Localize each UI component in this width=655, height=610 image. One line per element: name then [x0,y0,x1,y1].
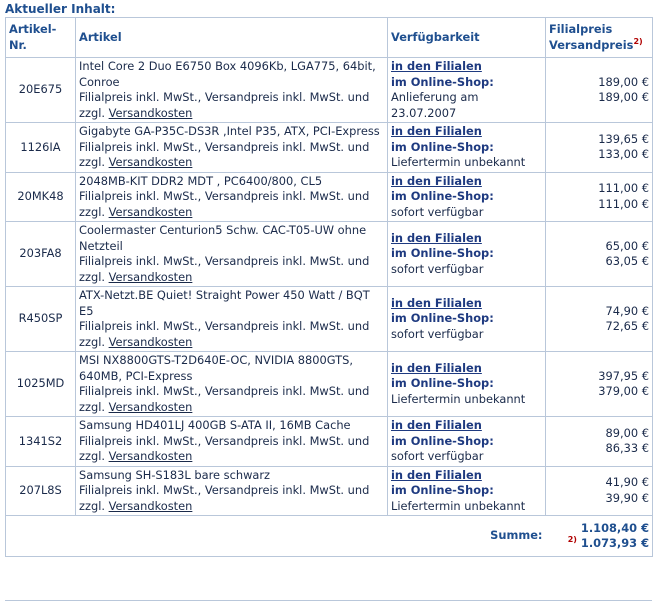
online-status: Liefertermin unbekannt [391,391,526,406]
shipping-costs-link[interactable]: Versandkosten [108,105,193,120]
header-availability: Verfügbarkeit [388,18,546,58]
store-availability-link[interactable]: in den Filialen [391,230,482,245]
online-shop-label: im Online-Shop: [391,246,494,261]
table-row [6,287,653,352]
store-availability-link[interactable]: in den Filialen [391,295,482,310]
sku-cell: 20MK48 [6,172,76,222]
table-row [6,222,653,287]
table-row [6,417,653,467]
article-name: Intel Core 2 Duo E6750 Box 4096Kb, LGA775, 64bit, Conroe [79,59,376,89]
article-price-note: Filialpreis inkl. MwSt., Versandpreis inkl. MwSt. und zzgl. [79,319,370,349]
ship-price: 133,00 € [598,147,649,162]
table-row [6,352,653,417]
article-name: Gigabyte GA-P35C-DS3R ,Intel P35, ATX, PCI-Express [79,124,380,138]
ship-price: 72,65 € [605,319,649,333]
store-price: 41,90 € [605,475,649,490]
store-price: 397,95 € [598,368,649,383]
sku-cell: 203FA8 [6,222,76,287]
summary-ship-total: 1.073,93 € [580,536,649,550]
header-sku: Artikel-Nr. [6,18,76,58]
availability-cell [388,123,546,173]
availability-cell [388,58,546,123]
price-cell [546,287,653,352]
summary-values [546,516,653,557]
article-price-note: Filialpreis inkl. MwSt., Versandpreis inkl. MwSt. und zzgl. [79,483,370,513]
price-cell [546,58,653,123]
article-price-note: Filialpreis inkl. MwSt., Versandpreis inkl. MwSt. und zzgl. [79,384,370,414]
price-cell [546,417,653,467]
summary-store-total: 1.108,40 € [580,520,649,535]
article-cell [76,123,388,173]
article-cell [76,417,388,467]
article-price-note: Filialpreis inkl. MwSt., Versandpreis inkl. MwSt. und zzgl. [79,189,370,219]
article-name: Samsung SH-S183L bare schwarz [79,467,271,482]
price-cell [546,123,653,173]
ship-price: 111,00 € [598,196,649,211]
price-cell [546,466,653,516]
summary-label: Summe: [6,516,546,557]
store-price: 74,90 € [605,303,649,318]
availability-cell [388,352,546,417]
online-shop-label: im Online-Shop: [391,483,494,497]
ship-price: 63,05 € [605,254,649,268]
store-availability-link[interactable]: in den Filialen [391,418,482,432]
article-name: ATX-Netzt.BE Quiet! Straight Power 450 Watt / BQT E5 [79,288,370,318]
online-shop-label: im Online-Shop: [391,433,494,448]
store-price: 111,00 € [598,181,649,196]
cart-table [5,17,653,557]
ship-price: 379,00 € [598,384,649,398]
price-cell [546,172,653,222]
table-row [6,58,653,123]
ship-price: 39,90 € [605,490,649,505]
store-price: 139,65 € [598,131,649,146]
online-status: sofort verfügbar [391,326,484,341]
article-name: 2048MB-KIT DDR2 MDT , PC6400/800, CL5 [79,173,323,188]
bottom-divider [5,600,652,607]
shipping-costs-link[interactable]: Versandkosten [108,399,193,414]
sku-cell: 1126IA [6,123,76,173]
online-status: sofort verfügbar [391,204,484,219]
price-cell [546,352,653,417]
online-status: Anlieferung am 23.07.2007 [391,90,479,120]
online-shop-label: im Online-Shop: [391,311,494,326]
shipping-costs-link[interactable]: Versandkosten [108,334,193,349]
summary-row [6,516,653,557]
header-price-note: 2) [633,36,643,46]
article-name: MSI NX8800GTS-T2D640E-OC, NVIDIA 8800GTS, 640MB, PCI-Express [79,353,353,383]
header-article: Artikel [76,18,388,58]
table-row [6,466,653,516]
sku-cell: R450SP [6,287,76,352]
store-availability-link[interactable]: in den Filialen [391,124,482,138]
shipping-costs-link[interactable]: Versandkosten [108,498,193,513]
sku-cell: 1025MD [6,352,76,417]
shipping-costs-link[interactable]: Versandkosten [108,155,193,169]
article-cell [76,466,388,516]
table-row [6,172,653,222]
summary-ship-total-wrap [549,536,650,552]
shipping-costs-link[interactable]: Versandkosten [108,204,193,219]
online-shop-label: im Online-Shop: [391,189,494,203]
online-shop-label: im Online-Shop: [391,376,494,391]
availability-cell [388,287,546,352]
store-availability-link[interactable]: in den Filialen [391,59,482,73]
sku-cell: 207L8S [6,466,76,516]
availability-cell [388,466,546,516]
shipping-costs-link[interactable]: Versandkosten [108,269,193,284]
article-price-note: Filialpreis inkl. MwSt., Versandpreis inkl. MwSt. und zzgl. [79,90,370,120]
store-availability-link[interactable]: in den Filialen [391,360,482,375]
availability-cell [388,172,546,222]
online-status: sofort verfügbar [391,261,484,276]
online-shop-label: im Online-Shop: [391,139,494,154]
store-price: 89,00 € [605,425,649,440]
sku-cell: 20E675 [6,58,76,123]
shipping-costs-link[interactable]: Versandkosten [108,449,193,463]
online-shop-label: im Online-Shop: [391,74,494,89]
article-cell [76,58,388,123]
header-price [546,18,653,58]
header-ship-price: Versandpreis [549,37,634,52]
store-price: 189,00 € [598,74,649,89]
article-cell [76,352,388,417]
header-store-price: Filialpreis [549,22,613,36]
article-cell [76,222,388,287]
table-header-row [6,18,653,58]
table-row [6,123,653,173]
article-price-note: Filialpreis inkl. MwSt., Versandpreis inkl. MwSt. und zzgl. [79,254,370,284]
article-name: Samsung HD401LJ 400GB S-ATA II, 16MB Cache [79,418,351,432]
article-cell [76,287,388,352]
article-cell [76,172,388,222]
availability-cell [388,222,546,287]
sku-cell: 1341S2 [6,417,76,467]
article-price-note: Filialpreis inkl. MwSt., Versandpreis inkl. MwSt. und zzgl. [79,433,370,463]
section-title: Aktueller Inhalt: [5,2,116,16]
online-status: Liefertermin unbekannt [391,155,526,169]
summary-ship-note: 2) [567,535,577,545]
header-ship-price-wrap [549,38,649,54]
online-status: Liefertermin unbekannt [391,498,526,513]
availability-cell [388,417,546,467]
store-availability-link[interactable]: in den Filialen [391,173,482,188]
price-cell [546,222,653,287]
ship-price: 189,00 € [598,90,649,104]
store-availability-link[interactable]: in den Filialen [391,467,482,482]
store-price: 65,00 € [605,238,649,253]
article-price-note: Filialpreis inkl. MwSt., Versandpreis inkl. MwSt. und zzgl. [79,139,370,169]
article-name: Coolermaster Centurion5 Schw. CAC-T05-UW ohne Netzteil [79,223,367,253]
ship-price: 86,33 € [605,441,649,456]
online-status: sofort verfügbar [391,449,484,463]
